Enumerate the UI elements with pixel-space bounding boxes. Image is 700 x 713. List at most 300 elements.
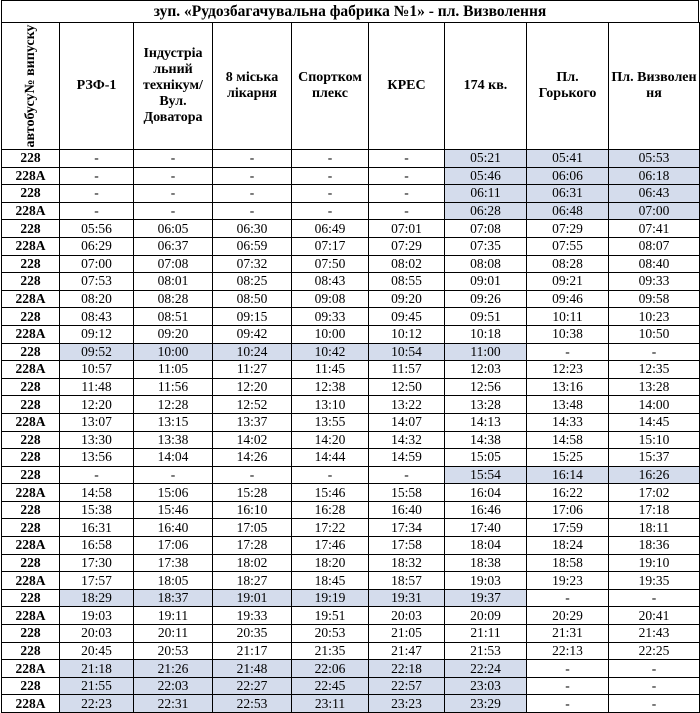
time-cell: 13:37: [213, 413, 292, 431]
time-cell: -: [609, 677, 700, 695]
time-cell: 14:00: [609, 396, 700, 414]
time-cell: 18:24: [527, 537, 609, 555]
table-row: [2, 677, 700, 695]
time-cell: 09:33: [292, 308, 369, 326]
time-cell: 07:01: [369, 220, 445, 238]
route-number-cell: 228А: [2, 167, 60, 185]
stop-header: РЗФ-1: [60, 23, 134, 150]
time-cell: 17:22: [292, 519, 369, 537]
time-cell: 22:13: [527, 642, 609, 660]
time-cell: 20:03: [60, 625, 134, 643]
time-cell: 12:35: [609, 361, 700, 379]
time-cell: 14:26: [213, 449, 292, 467]
time-cell: -: [292, 150, 369, 168]
time-cell: 18:38: [445, 554, 527, 572]
time-cell: 07:00: [60, 255, 134, 273]
route-number-cell: 228А: [2, 413, 60, 431]
time-cell: 08:55: [369, 273, 445, 291]
table-row: [2, 466, 700, 484]
time-cell: 06:49: [292, 220, 369, 238]
stop-header: Пл. Визволен ня: [609, 23, 700, 150]
time-cell: 13:07: [60, 413, 134, 431]
time-cell: 19:19: [292, 589, 369, 607]
time-cell: 12:38: [292, 378, 369, 396]
time-cell: 18:57: [369, 572, 445, 590]
time-cell: 13:30: [60, 431, 134, 449]
time-cell: 06:43: [609, 185, 700, 203]
time-cell: 13:28: [609, 378, 700, 396]
time-cell: 15:46: [134, 501, 213, 519]
route-number-cell: 228: [2, 308, 60, 326]
time-cell: 20:53: [134, 642, 213, 660]
time-cell: 07:32: [213, 255, 292, 273]
header-row: [2, 23, 700, 150]
time-cell: 16:40: [134, 519, 213, 537]
time-cell: 18:02: [213, 554, 292, 572]
time-cell: 18:29: [60, 589, 134, 607]
table-row: [2, 220, 700, 238]
table-row: [2, 343, 700, 361]
table-row: [2, 607, 700, 625]
time-cell: 14:58: [527, 431, 609, 449]
time-cell: 19:01: [213, 589, 292, 607]
time-cell: 12:56: [445, 378, 527, 396]
time-cell: 13:38: [134, 431, 213, 449]
route-number-cell: 228: [2, 519, 60, 537]
time-cell: 06:59: [213, 237, 292, 255]
time-cell: 19:03: [60, 607, 134, 625]
time-cell: 07:17: [292, 237, 369, 255]
time-cell: 14:32: [369, 431, 445, 449]
time-cell: 20:03: [369, 607, 445, 625]
time-cell: -: [213, 202, 292, 220]
time-cell: 20:09: [445, 607, 527, 625]
time-cell: 23:03: [445, 677, 527, 695]
time-cell: 05:21: [445, 150, 527, 168]
time-cell: 19:37: [445, 589, 527, 607]
time-cell: 17:46: [292, 537, 369, 555]
time-cell: 11:57: [369, 361, 445, 379]
time-cell: 09:45: [369, 308, 445, 326]
time-cell: 16:40: [369, 501, 445, 519]
time-cell: 17:59: [527, 519, 609, 537]
route-number-cell: 228: [2, 220, 60, 238]
time-cell: 10:24: [213, 343, 292, 361]
table-row: [2, 431, 700, 449]
time-cell: -: [60, 150, 134, 168]
time-cell: 12:28: [134, 396, 213, 414]
stop-header: Пл. Горького: [527, 23, 609, 150]
route-number-cell: 228А: [2, 572, 60, 590]
time-cell: 15:10: [609, 431, 700, 449]
time-cell: 09:42: [213, 325, 292, 343]
time-cell: 18:11: [609, 519, 700, 537]
time-cell: 20:11: [134, 625, 213, 643]
time-cell: 07:35: [445, 237, 527, 255]
time-cell: 12:20: [60, 396, 134, 414]
time-cell: -: [213, 150, 292, 168]
route-number-cell: 228: [2, 273, 60, 291]
time-cell: 09:58: [609, 290, 700, 308]
time-cell: 09:46: [527, 290, 609, 308]
time-cell: -: [213, 185, 292, 203]
time-cell: -: [213, 167, 292, 185]
time-cell: 10:50: [609, 325, 700, 343]
time-cell: -: [527, 589, 609, 607]
time-cell: -: [213, 466, 292, 484]
time-cell: 15:25: [527, 449, 609, 467]
time-cell: 08:40: [609, 255, 700, 273]
time-cell: -: [134, 202, 213, 220]
time-cell: 17:34: [369, 519, 445, 537]
time-cell: 06:06: [527, 167, 609, 185]
time-cell: -: [292, 202, 369, 220]
time-cell: -: [609, 589, 700, 607]
time-cell: 22:57: [369, 677, 445, 695]
time-cell: 07:08: [445, 220, 527, 238]
time-cell: 16:22: [527, 484, 609, 502]
route-number-cell: 228: [2, 589, 60, 607]
table-row: [2, 361, 700, 379]
time-cell: 07:55: [527, 237, 609, 255]
table-row: [2, 325, 700, 343]
table-row: [2, 484, 700, 502]
time-cell: 22:06: [292, 660, 369, 678]
time-cell: 12:20: [213, 378, 292, 396]
time-cell: -: [609, 695, 700, 713]
time-cell: 19:11: [134, 607, 213, 625]
time-cell: 07:29: [527, 220, 609, 238]
time-cell: 13:10: [292, 396, 369, 414]
time-cell: 10:57: [60, 361, 134, 379]
time-cell: 21:11: [445, 625, 527, 643]
table-row: [2, 554, 700, 572]
route-number-cell: 228А: [2, 361, 60, 379]
table-row: [2, 642, 700, 660]
stop-header: КРЕС: [369, 23, 445, 150]
time-cell: 14:38: [445, 431, 527, 449]
time-cell: 16:31: [60, 519, 134, 537]
table-row: [2, 150, 700, 168]
route-number-cell: 228: [2, 150, 60, 168]
time-cell: 21:05: [369, 625, 445, 643]
time-cell: 08:07: [609, 237, 700, 255]
time-cell: 10:11: [527, 308, 609, 326]
time-cell: 08:08: [445, 255, 527, 273]
time-cell: 11:56: [134, 378, 213, 396]
time-cell: 09:12: [60, 325, 134, 343]
time-cell: 07:29: [369, 237, 445, 255]
time-cell: 08:43: [292, 273, 369, 291]
time-cell: 11:45: [292, 361, 369, 379]
time-cell: -: [369, 466, 445, 484]
time-cell: 06:11: [445, 185, 527, 203]
table-row: [2, 378, 700, 396]
time-cell: 16:28: [292, 501, 369, 519]
time-cell: 13:28: [445, 396, 527, 414]
time-cell: 06:30: [213, 220, 292, 238]
time-cell: 21:35: [292, 642, 369, 660]
time-cell: 10:00: [292, 325, 369, 343]
route-number-cell: 228: [2, 625, 60, 643]
time-cell: 22:18: [369, 660, 445, 678]
schedule-document: [1, 0, 699, 713]
time-cell: 13:56: [60, 449, 134, 467]
time-cell: 14:04: [134, 449, 213, 467]
time-cell: 15:28: [213, 484, 292, 502]
time-cell: 16:26: [609, 466, 700, 484]
time-cell: 17:02: [609, 484, 700, 502]
time-cell: -: [527, 695, 609, 713]
time-cell: 16:14: [527, 466, 609, 484]
time-cell: 21:17: [213, 642, 292, 660]
route-number-cell: 228: [2, 343, 60, 361]
time-cell: -: [60, 167, 134, 185]
time-cell: -: [134, 167, 213, 185]
table-row: [2, 290, 700, 308]
time-cell: 14:13: [445, 413, 527, 431]
table-row: [2, 501, 700, 519]
time-cell: -: [60, 202, 134, 220]
schedule-body: [2, 150, 700, 713]
time-cell: 21:26: [134, 660, 213, 678]
time-cell: 08:51: [134, 308, 213, 326]
time-cell: 23:23: [369, 695, 445, 713]
time-cell: 09:20: [134, 325, 213, 343]
time-cell: 15:37: [609, 449, 700, 467]
time-cell: 05:56: [60, 220, 134, 238]
stop-header: Спортком плекс: [292, 23, 369, 150]
time-cell: -: [60, 466, 134, 484]
time-cell: 17:57: [60, 572, 134, 590]
time-cell: 05:46: [445, 167, 527, 185]
time-cell: 17:06: [527, 501, 609, 519]
time-cell: 17:58: [369, 537, 445, 555]
time-cell: 23:29: [445, 695, 527, 713]
time-cell: 20:29: [527, 607, 609, 625]
route-number-cell: 228: [2, 449, 60, 467]
stop-header: Індустріа льний технікум/ Вул. Доватора: [134, 23, 213, 150]
time-cell: 07:08: [134, 255, 213, 273]
time-cell: 20:53: [292, 625, 369, 643]
time-cell: 18:58: [527, 554, 609, 572]
time-cell: -: [369, 202, 445, 220]
time-cell: 20:41: [609, 607, 700, 625]
time-cell: 18:36: [609, 537, 700, 555]
time-cell: 14:33: [527, 413, 609, 431]
time-cell: 06:05: [134, 220, 213, 238]
route-number-cell: 228А: [2, 695, 60, 713]
time-cell: 11:00: [445, 343, 527, 361]
time-cell: 15:06: [134, 484, 213, 502]
time-cell: 13:55: [292, 413, 369, 431]
time-cell: 18:20: [292, 554, 369, 572]
time-cell: 22:31: [134, 695, 213, 713]
time-cell: 11:27: [213, 361, 292, 379]
time-cell: 10:54: [369, 343, 445, 361]
table-row: [2, 449, 700, 467]
time-cell: -: [369, 185, 445, 203]
time-cell: 09:20: [369, 290, 445, 308]
time-cell: 10:42: [292, 343, 369, 361]
route-number-cell: 228: [2, 185, 60, 203]
time-cell: 07:00: [609, 202, 700, 220]
table-row: [2, 255, 700, 273]
route-column-header: [2, 23, 60, 150]
time-cell: 12:52: [213, 396, 292, 414]
time-cell: 20:45: [60, 642, 134, 660]
time-cell: 14:02: [213, 431, 292, 449]
time-cell: -: [134, 466, 213, 484]
time-cell: -: [609, 343, 700, 361]
route-number-cell: 228А: [2, 537, 60, 555]
table-row: [2, 695, 700, 713]
time-cell: 14:44: [292, 449, 369, 467]
time-cell: 18:45: [292, 572, 369, 590]
time-cell: 21:55: [60, 677, 134, 695]
time-cell: 12:23: [527, 361, 609, 379]
time-cell: 08:43: [60, 308, 134, 326]
time-cell: 19:03: [445, 572, 527, 590]
time-cell: -: [292, 185, 369, 203]
time-cell: 10:38: [527, 325, 609, 343]
route-number-cell: 228: [2, 378, 60, 396]
route-number-cell: 228А: [2, 202, 60, 220]
time-cell: -: [369, 167, 445, 185]
time-cell: 17:05: [213, 519, 292, 537]
time-cell: 19:51: [292, 607, 369, 625]
time-cell: -: [292, 167, 369, 185]
time-cell: 07:53: [60, 273, 134, 291]
time-cell: 09:26: [445, 290, 527, 308]
time-cell: 18:27: [213, 572, 292, 590]
time-cell: 17:18: [609, 501, 700, 519]
time-cell: 22:27: [213, 677, 292, 695]
route-number-cell: 228А: [2, 290, 60, 308]
time-cell: -: [527, 660, 609, 678]
time-cell: 10:18: [445, 325, 527, 343]
route-number-cell: 228: [2, 255, 60, 273]
time-cell: 11:05: [134, 361, 213, 379]
table-row: [2, 308, 700, 326]
time-cell: 18:32: [369, 554, 445, 572]
time-cell: 07:50: [292, 255, 369, 273]
time-cell: -: [369, 150, 445, 168]
time-cell: 08:50: [213, 290, 292, 308]
time-cell: 05:53: [609, 150, 700, 168]
time-cell: 15:54: [445, 466, 527, 484]
time-cell: 12:03: [445, 361, 527, 379]
time-cell: 21:31: [527, 625, 609, 643]
time-cell: 22:53: [213, 695, 292, 713]
time-cell: 15:46: [292, 484, 369, 502]
table-row: [2, 625, 700, 643]
time-cell: 21:47: [369, 642, 445, 660]
time-cell: 09:08: [292, 290, 369, 308]
schedule-table: [1, 22, 700, 713]
time-cell: 10:12: [369, 325, 445, 343]
route-header-label: автобусу№ випуску: [22, 24, 38, 148]
route-number-cell: 228А: [2, 325, 60, 343]
time-cell: 16:10: [213, 501, 292, 519]
time-cell: 17:38: [134, 554, 213, 572]
time-cell: 16:04: [445, 484, 527, 502]
route-number-cell: 228: [2, 431, 60, 449]
time-cell: 06:28: [445, 202, 527, 220]
time-cell: 22:23: [60, 695, 134, 713]
time-cell: 06:48: [527, 202, 609, 220]
time-cell: -: [609, 660, 700, 678]
time-cell: 21:48: [213, 660, 292, 678]
time-cell: 08:20: [60, 290, 134, 308]
table-row: [2, 185, 700, 203]
time-cell: 14:58: [60, 484, 134, 502]
time-cell: 06:31: [527, 185, 609, 203]
route-number-cell: 228А: [2, 660, 60, 678]
time-cell: 13:16: [527, 378, 609, 396]
time-cell: 14:59: [369, 449, 445, 467]
route-number-cell: 228: [2, 466, 60, 484]
table-row: [2, 537, 700, 555]
time-cell: -: [292, 466, 369, 484]
time-cell: 19:33: [213, 607, 292, 625]
time-cell: 07:41: [609, 220, 700, 238]
route-number-cell: 228: [2, 642, 60, 660]
time-cell: 22:25: [609, 642, 700, 660]
stop-header: 174 кв.: [445, 23, 527, 150]
time-cell: 19:23: [527, 572, 609, 590]
route-number-cell: 228А: [2, 237, 60, 255]
route-number-cell: 228: [2, 396, 60, 414]
route-number-cell: 228: [2, 501, 60, 519]
time-cell: 18:05: [134, 572, 213, 590]
time-cell: 18:04: [445, 537, 527, 555]
time-cell: 09:21: [527, 273, 609, 291]
table-row: [2, 413, 700, 431]
table-row: [2, 396, 700, 414]
table-row: [2, 237, 700, 255]
time-cell: 13:48: [527, 396, 609, 414]
time-cell: 20:35: [213, 625, 292, 643]
time-cell: 22:45: [292, 677, 369, 695]
route-number-cell: 228: [2, 677, 60, 695]
time-cell: 22:03: [134, 677, 213, 695]
time-cell: 08:02: [369, 255, 445, 273]
time-cell: 10:23: [609, 308, 700, 326]
time-cell: 19:31: [369, 589, 445, 607]
time-cell: 06:29: [60, 237, 134, 255]
time-cell: 18:37: [134, 589, 213, 607]
table-row: [2, 660, 700, 678]
time-cell: 09:15: [213, 308, 292, 326]
time-cell: 09:01: [445, 273, 527, 291]
time-cell: -: [527, 343, 609, 361]
time-cell: 10:00: [134, 343, 213, 361]
time-cell: -: [527, 677, 609, 695]
time-cell: 08:28: [134, 290, 213, 308]
time-cell: -: [60, 185, 134, 203]
time-cell: 23:11: [292, 695, 369, 713]
time-cell: 08:01: [134, 273, 213, 291]
time-cell: 05:41: [527, 150, 609, 168]
table-row: [2, 519, 700, 537]
schedule-title: зуп. «Рудозбагачувальна фабрика №1» - пл. Визволення: [1, 0, 699, 22]
time-cell: 09:52: [60, 343, 134, 361]
route-number-cell: 228: [2, 554, 60, 572]
time-cell: 14:20: [292, 431, 369, 449]
time-cell: 08:28: [527, 255, 609, 273]
route-number-cell: 228А: [2, 484, 60, 502]
